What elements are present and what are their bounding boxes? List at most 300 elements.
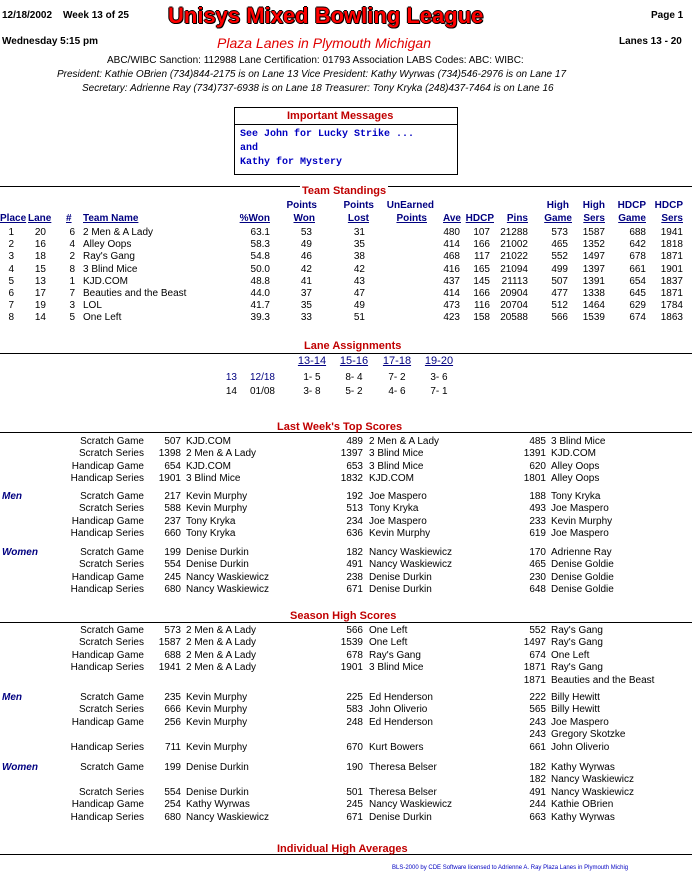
last-week-title: Last Week's Top Scores: [277, 421, 403, 433]
sh-team-name-1: 2 Men & A Lady: [186, 625, 257, 636]
sh-women-category: Handicap Series: [70, 811, 144, 823]
col-high-sers-1: High: [582, 200, 605, 211]
sh-men-score-2: 670: [346, 741, 363, 753]
standing-hdcp: 107: [473, 227, 490, 238]
lane-matchup: 1- 5: [303, 372, 321, 383]
standing-lane: 13: [34, 275, 46, 287]
lw-team-name-2: 2 Men & A Lady: [369, 436, 440, 447]
col-place: Place: [0, 213, 27, 224]
sh-men-score-1: 256: [164, 716, 181, 728]
location: Plaza Lanes in Plymouth Michigan: [217, 35, 432, 51]
lw-women-score-2: 238: [346, 571, 363, 583]
standing-high-sers: 1338: [582, 288, 605, 299]
col-points-won-1: Points: [286, 200, 317, 211]
sh-men-name-3: Gregory Skotzke: [551, 729, 626, 741]
lw-men-category: Scratch Game: [80, 491, 144, 502]
sh-team-score-2: 678: [346, 649, 363, 661]
lw-men-category: Handicap Game: [71, 515, 144, 527]
lw-women-name-3: Denise Goldie: [551, 571, 614, 583]
sh-men-score-3: 661: [529, 741, 546, 753]
standing-won-pct: 48.8: [250, 275, 270, 287]
standing-won-pct: 54.8: [250, 251, 270, 263]
lw-women-score-1: 680: [164, 584, 181, 596]
col-pins: Pins: [506, 213, 528, 224]
sh-women-name-2: Denise Durkin: [369, 811, 432, 823]
sh-women-category: Scratch Game: [80, 762, 144, 773]
standing-points-lost: 43: [353, 275, 365, 287]
sh-team-name-2: Ray's Gang: [369, 649, 421, 661]
sh-men-score-3: 243: [529, 729, 546, 741]
standing-points-won: 37: [300, 288, 312, 299]
standing-pins: 20704: [500, 300, 528, 312]
men-label: Men: [2, 491, 22, 502]
col-points-won-2: Won: [293, 213, 315, 224]
sh-women-score-2: 190: [346, 762, 363, 773]
sh-team-score-1: 1587: [158, 637, 181, 649]
sh-women-category: Handicap Game: [71, 799, 144, 811]
sh-men-category: Handicap Game: [71, 716, 144, 728]
col-team-name: Team Name: [83, 213, 139, 224]
sh-team-name-2: One Left: [369, 625, 408, 636]
sh-women-name-1: Kathy Wyrwas: [186, 799, 250, 811]
standing-place: 2: [8, 239, 14, 251]
lw-team-score-1: 507: [164, 436, 181, 447]
lw-women-score-3: 648: [529, 584, 546, 596]
standing-hdcp-sers: 1901: [660, 263, 683, 275]
standing-hdcp-game: 678: [629, 251, 646, 263]
standing-ave: 473: [443, 300, 460, 312]
standing-hdcp-sers: 1837: [660, 275, 683, 287]
lane-date: 01/08: [249, 386, 275, 397]
lane-pair-header: 13-14: [297, 355, 327, 367]
sh-men-score-3: 243: [529, 716, 546, 728]
lw-women-name-2: Denise Durkin: [369, 584, 432, 596]
standing-points-won: 41: [300, 275, 312, 287]
sh-women-score-3: 491: [529, 786, 546, 798]
standing-pins: 21113: [501, 275, 528, 287]
sh-women-score-1: 199: [164, 762, 181, 773]
lw-team-score-2: 1832: [340, 473, 363, 485]
league-title: Unisys Mixed Bowling League: [168, 3, 484, 28]
sh-men-name-2: Ed Henderson: [369, 716, 433, 728]
day-time: Wednesday 5:15 pm: [2, 36, 98, 47]
sh-men-name-1: Kevin Murphy: [186, 716, 248, 728]
individual-title: Individual High Averages: [277, 843, 408, 855]
standing-hdcp: 116: [474, 300, 490, 312]
standing-hdcp: 158: [473, 312, 490, 324]
lw-women-score-3: 170: [529, 547, 546, 558]
standing-team-num: 2: [69, 251, 75, 263]
standing-high-sers: 1352: [582, 239, 605, 251]
col-high-game-2: Game: [544, 213, 572, 224]
sh-women-score-1: 680: [164, 811, 181, 823]
standing-high-game: 477: [551, 288, 568, 299]
lw-men-score-1: 588: [164, 503, 181, 515]
lw-women-score-1: 554: [164, 559, 181, 571]
lw-team-category: Scratch Series: [78, 448, 144, 460]
standing-place: 4: [8, 263, 14, 275]
sh-team-score-3: 1497: [523, 637, 546, 649]
lw-men-name-3: Kevin Murphy: [551, 515, 613, 527]
lw-women-category: Scratch Game: [80, 547, 144, 558]
lane-week: 14: [225, 386, 237, 397]
standing-lane: 17: [34, 288, 46, 299]
sh-women-score-2: 671: [346, 811, 363, 823]
officers-line-2: Secretary: Adrienne Ray (734)737-6938 is on Lane 18 Treasurer: Tony Kryka (248)437-7464 is on Lane 16: [82, 83, 554, 94]
lanes-range: Lanes 13 - 20: [619, 36, 682, 47]
standing-points-lost: 47: [353, 288, 365, 299]
standing-points-lost: 38: [353, 251, 365, 263]
messages-divider: [235, 124, 457, 125]
sh-men-category: Scratch Series: [78, 704, 144, 716]
standing-won-pct: 63.1: [250, 227, 270, 238]
lane-assignments-title: Lane Assignments: [304, 340, 402, 352]
sh-men-score-1: 711: [165, 741, 181, 753]
standing-ave: 480: [443, 227, 460, 238]
lw-team-name-3: KJD.COM: [551, 448, 596, 460]
lw-men-category: Handicap Series: [70, 528, 144, 540]
col-hdcp-sers-1: HDCP: [654, 200, 683, 211]
standing-won-pct: 41.7: [250, 300, 270, 312]
standing-won-pct: 50.0: [250, 263, 270, 275]
standing-hdcp-sers: 1871: [660, 288, 683, 299]
women-label: Women: [2, 547, 38, 558]
lw-team-score-2: 489: [346, 436, 363, 447]
week-indicator: Week 13 of 25: [63, 10, 129, 21]
standing-hdcp: 166: [473, 239, 490, 251]
lw-team-name-3: 3 Blind Mice: [551, 436, 606, 447]
standing-high-game: 507: [551, 275, 568, 287]
standing-team-name: LOL: [83, 300, 102, 312]
col-won-pct: %Won: [239, 213, 270, 224]
lw-team-name-2: 3 Blind Mice: [369, 448, 424, 460]
season-high-rule: [0, 622, 692, 623]
standing-points-won: 53: [300, 227, 312, 238]
standing-hdcp-game: 674: [629, 312, 646, 324]
lw-team-category: Handicap Series: [70, 473, 144, 485]
sh-team-score-3: 1871: [523, 662, 546, 674]
sh-team-score-2: 1901: [340, 662, 363, 674]
officers-line-1: President: Kathie OBrien (734)844-2175 is on Lane 13 Vice President: Kathy Wyrwas (734)546-2976 is on Lane 17: [57, 69, 567, 80]
sh-women-name-3: Kathie OBrien: [551, 799, 614, 811]
standing-place: 6: [8, 288, 14, 299]
lw-women-name-1: Denise Durkin: [186, 547, 249, 558]
report-date: 12/18/2002: [2, 10, 53, 21]
sanction-info: ABC/WIBC Sanction: 112988 Lane Certification: 01793 Association LABS Codes: ABC: WIBC:: [107, 55, 524, 66]
sh-women-name-3: Kathy Wyrwas: [551, 762, 615, 773]
sh-men-category: Handicap Series: [70, 741, 144, 753]
sh-team-name-1: 2 Men & A Lady: [186, 649, 257, 661]
standing-hdcp-game: 629: [629, 300, 646, 312]
standing-hdcp: 166: [473, 288, 490, 299]
sh-women-name-1: Denise Durkin: [186, 786, 249, 798]
sh-women-score-1: 554: [164, 786, 181, 798]
standing-lane: 16: [34, 239, 46, 251]
standing-hdcp-sers: 1871: [660, 251, 683, 263]
sh-men-score-2: 583: [346, 704, 363, 716]
lw-men-category: Scratch Series: [78, 503, 144, 515]
standing-team-name: 2 Men & A Lady: [83, 227, 154, 238]
standing-place: 7: [8, 300, 14, 312]
standing-won-pct: 44.0: [250, 288, 270, 299]
lw-team-score-3: 1801: [523, 473, 546, 485]
standing-won-pct: 39.3: [250, 312, 270, 324]
sh-team-score-2: 566: [346, 625, 363, 636]
sh-women-score-1: 254: [164, 799, 181, 811]
lane-date: 12/18: [249, 372, 275, 383]
standing-hdcp: 145: [473, 275, 490, 287]
lw-men-name-2: Joe Maspero: [369, 491, 427, 502]
sh-women-name-3: Kathy Wyrwas: [551, 811, 615, 823]
standing-hdcp: 165: [473, 263, 490, 275]
standing-points-lost: 49: [353, 300, 365, 312]
lane-matchup: 4- 6: [388, 386, 406, 397]
standing-pins: 20904: [500, 288, 528, 299]
standing-hdcp: 117: [474, 251, 490, 263]
sh-team-name-1: 2 Men & A Lady: [186, 637, 257, 649]
lw-team-score-1: 1398: [158, 448, 181, 460]
standing-lane: 18: [34, 251, 46, 263]
standing-ave: 416: [443, 263, 460, 275]
sh-team-name-3: Ray's Gang: [551, 625, 603, 636]
standing-high-sers: 1587: [582, 227, 605, 238]
lw-men-name-3: Tony Kryka: [551, 491, 601, 502]
standing-ave: 468: [443, 251, 460, 263]
col-unearned-1: UnEarned: [386, 200, 434, 211]
sh-men-name-2: Ed Henderson: [369, 692, 433, 703]
lw-men-name-2: Joe Maspero: [369, 515, 427, 527]
sh-men-score-2: 248: [346, 716, 363, 728]
standing-place: 8: [8, 312, 14, 324]
lw-women-name-3: Adrienne Ray: [551, 547, 612, 558]
sh-men-name-2: Kurt Bowers: [369, 741, 424, 753]
lw-men-score-1: 217: [164, 491, 181, 502]
standings-title: Team Standings: [302, 185, 387, 197]
col-points-lost-1: Points: [343, 200, 374, 211]
lw-team-score-1: 654: [164, 460, 181, 472]
standing-high-game: 573: [551, 227, 568, 238]
message-line-1: See John for Lucky Strike ...: [240, 129, 415, 140]
lw-team-name-1: KJD.COM: [186, 436, 231, 447]
sh-team-name-2: One Left: [369, 637, 408, 649]
col-num: #: [66, 213, 72, 224]
sh-men-score-3: 565: [529, 704, 546, 716]
standing-high-game: 465: [551, 239, 568, 251]
standing-ave: 414: [443, 288, 460, 299]
standing-pins: 21002: [500, 239, 528, 251]
sh-team-score-3: 674: [529, 649, 546, 661]
sh-men-score-1: 235: [164, 692, 181, 703]
standing-hdcp-game: 654: [629, 275, 646, 287]
col-points-lost-2: Lost: [347, 213, 369, 224]
lw-women-score-1: 245: [164, 571, 181, 583]
standing-ave: 437: [443, 275, 460, 287]
standing-pins: 21022: [500, 251, 528, 263]
lw-women-name-2: Denise Durkin: [369, 571, 432, 583]
lw-men-name-3: Joe Maspero: [551, 528, 609, 540]
standing-high-game: 499: [551, 263, 568, 275]
sh-team-name-3: Beauties and the Beast: [551, 674, 655, 686]
messages-box: [234, 107, 458, 175]
sh-women-name-3: Nancy Waskiewicz: [551, 786, 634, 798]
lw-men-score-3: 619: [529, 528, 546, 540]
col-hdcp-sers-2: Sers: [661, 213, 683, 224]
lw-women-score-2: 671: [346, 584, 363, 596]
sh-women-name-2: Nancy Waskiewicz: [369, 799, 452, 811]
standing-team-num: 1: [69, 275, 75, 287]
men-label: Men: [2, 692, 22, 703]
standing-points-lost: 51: [353, 312, 365, 324]
lane-pair-header: 15-16: [339, 355, 369, 367]
page-number: Page 1: [651, 10, 684, 21]
lw-team-name-2: KJD.COM: [369, 473, 414, 485]
lw-men-name-3: Joe Maspero: [551, 503, 609, 515]
sh-women-name-1: Nancy Waskiewicz: [186, 811, 269, 823]
sh-men-name-3: Billy Hewitt: [551, 704, 600, 716]
standing-team-num: 4: [69, 239, 75, 251]
lw-men-score-2: 192: [346, 491, 363, 502]
sh-women-score-2: 501: [346, 786, 363, 798]
lw-men-score-2: 636: [346, 528, 363, 540]
col-ave: Ave: [443, 213, 461, 224]
lw-team-score-1: 1901: [158, 473, 181, 485]
standing-team-name: 3 Blind Mice: [83, 263, 138, 275]
sh-men-name-1: Kevin Murphy: [186, 692, 248, 703]
lw-men-name-2: Kevin Murphy: [369, 528, 431, 540]
standing-points-won: 42: [300, 263, 312, 275]
women-label: Women: [2, 762, 38, 773]
lw-team-name-3: Alley Oops: [551, 473, 600, 485]
lane-week: 13: [225, 372, 237, 383]
standing-team-name: Ray's Gang: [83, 251, 135, 263]
lw-men-name-1: Kevin Murphy: [186, 503, 248, 515]
standing-place: 1: [8, 227, 14, 238]
standing-points-won: 46: [300, 251, 312, 263]
standing-lane: 15: [34, 263, 46, 275]
standing-points-won: 35: [300, 300, 312, 312]
sh-team-name-1: 2 Men & A Lady: [186, 662, 257, 674]
standing-hdcp-game: 688: [629, 227, 646, 238]
sh-team-name-3: Ray's Gang: [551, 637, 603, 649]
standing-points-lost: 35: [353, 239, 365, 251]
standing-high-game: 512: [551, 300, 568, 312]
col-hdcp-game-1: HDCP: [617, 200, 646, 211]
sh-men-category: Scratch Game: [80, 692, 144, 703]
standing-hdcp-game: 642: [629, 239, 646, 251]
standing-team-name: KJD.COM: [83, 275, 128, 287]
sh-men-name-1: Kevin Murphy: [186, 704, 248, 716]
lw-women-name-3: Denise Goldie: [551, 584, 614, 596]
standing-team-num: 8: [69, 263, 75, 275]
lw-women-name-1: Nancy Waskiewicz: [186, 584, 269, 596]
sh-team-score-2: 1539: [340, 637, 363, 649]
standing-pins: 21094: [500, 263, 528, 275]
standing-pins: 21288: [500, 227, 528, 238]
standing-high-sers: 1397: [582, 263, 605, 275]
standing-high-sers: 1497: [582, 251, 605, 263]
lw-women-score-3: 230: [529, 571, 546, 583]
sh-women-score-3: 244: [529, 799, 546, 811]
lw-women-name-3: Denise Goldie: [551, 559, 614, 571]
lw-men-score-1: 660: [164, 528, 181, 540]
sh-team-score-1: 1941: [158, 662, 181, 674]
standing-lane: 14: [34, 312, 46, 324]
sh-women-score-2: 245: [346, 799, 363, 811]
sh-men-name-3: Joe Maspero: [551, 716, 609, 728]
standing-pins: 20588: [500, 312, 528, 324]
sh-women-name-1: Denise Durkin: [186, 762, 249, 773]
standing-high-sers: 1539: [582, 312, 605, 324]
col-unearned-2: Points: [396, 213, 427, 224]
lw-team-score-2: 653: [346, 460, 363, 472]
sh-team-score-3: 552: [529, 625, 546, 636]
standing-hdcp-sers: 1818: [660, 239, 683, 251]
lw-women-category: Scratch Series: [78, 559, 144, 571]
lw-men-score-1: 237: [164, 515, 181, 527]
lw-men-score-2: 513: [346, 503, 363, 515]
lw-women-name-2: Nancy Waskiewicz: [369, 559, 452, 571]
lw-team-name-1: 3 Blind Mice: [186, 473, 241, 485]
standing-team-num: 7: [69, 288, 75, 299]
lw-team-name-2: 3 Blind Mice: [369, 460, 424, 472]
sh-women-category: Scratch Series: [78, 786, 144, 798]
sh-team-name-2: 3 Blind Mice: [369, 662, 424, 674]
lw-women-score-3: 465: [529, 559, 546, 571]
lw-men-name-1: Tony Kryka: [186, 528, 236, 540]
standing-ave: 423: [443, 312, 460, 324]
standing-high-sers: 1391: [582, 275, 605, 287]
lw-men-score-3: 493: [529, 503, 546, 515]
lane-matchup: 3- 6: [430, 372, 448, 383]
sh-team-name-3: Ray's Gang: [551, 662, 603, 674]
lane-matchup: 3- 8: [303, 386, 321, 397]
standing-team-name: Alley Oops: [83, 239, 132, 251]
lw-team-category: Handicap Game: [71, 460, 144, 472]
message-line-3: Kathy for Mystery: [240, 157, 343, 168]
lw-men-name-1: Tony Kryka: [186, 515, 236, 527]
lane-matchup: 7- 2: [388, 372, 406, 383]
sh-team-category: Scratch Game: [80, 625, 144, 636]
lane-matchup: 5- 2: [345, 386, 363, 397]
standing-points-lost: 31: [353, 227, 365, 238]
lane-matchup: 8- 4: [345, 372, 363, 383]
standing-team-num: 5: [69, 312, 75, 324]
lw-team-name-1: 2 Men & A Lady: [186, 448, 257, 460]
standing-hdcp-sers: 1784: [660, 300, 683, 312]
standing-won-pct: 58.3: [250, 239, 270, 251]
lw-men-name-1: Kevin Murphy: [186, 491, 248, 502]
sh-men-name-1: Kevin Murphy: [186, 741, 248, 753]
sh-women-score-3: 663: [529, 811, 546, 823]
standing-team-name: One Left: [83, 312, 122, 324]
sh-men-name-2: John Oliverio: [369, 704, 428, 716]
lw-team-score-3: 620: [529, 460, 546, 472]
lw-women-category: Handicap Game: [71, 571, 144, 583]
season-high-title: Season High Scores: [290, 610, 397, 622]
lw-men-score-3: 233: [529, 515, 546, 527]
standing-ave: 414: [443, 239, 460, 251]
standing-points-lost: 42: [353, 263, 365, 275]
lw-women-name-1: Denise Durkin: [186, 559, 249, 571]
sh-team-score-1: 573: [164, 625, 181, 636]
sh-team-category: Handicap Series: [70, 662, 144, 674]
standing-high-sers: 1464: [582, 300, 605, 312]
lw-team-name-1: KJD.COM: [186, 460, 231, 472]
sh-men-name-3: Billy Hewitt: [551, 692, 600, 703]
lw-women-name-2: Nancy Waskiewicz: [369, 547, 452, 558]
lanes-rule: [0, 353, 692, 354]
standing-points-won: 33: [300, 312, 312, 324]
